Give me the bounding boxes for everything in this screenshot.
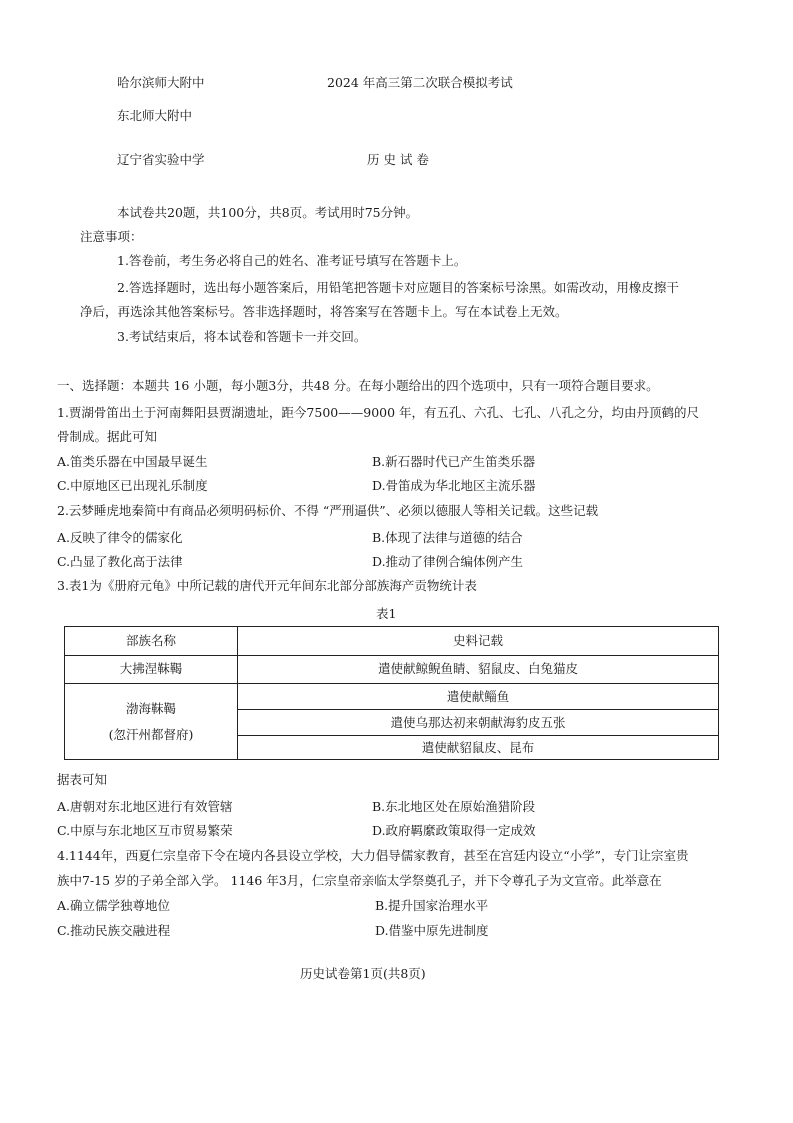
table-cell-record-1: 遣使献鲸鲵鱼睛、貂鼠皮、白兔猫皮 (377, 661, 578, 676)
note-2-line-1: 2.答选择题时，选出每小题答案后，用铅笔把答题卡对应题目的答案标号涂黑。如需改动，用橡皮擦干 (117, 280, 679, 295)
table-row-divider (237, 709, 718, 710)
q4-option-b: B.提升国家治理水平 (375, 898, 489, 913)
table-caption: 表1 (376, 606, 397, 621)
q4-option-d: D.借鉴中原先进制度 (375, 923, 489, 938)
q2-option-b: B.体现了法律与道德的结合 (372, 530, 523, 545)
table-cell-record-2c: 遣使献貂鼠皮、昆布 (421, 740, 535, 755)
q1-option-b: B.新石器时代已产生笛类乐器 (372, 454, 536, 469)
school-name-1: 哈尔滨师大附中 (117, 75, 205, 90)
q1-option-d: D.骨笛成为华北地区主流乐器 (372, 478, 536, 493)
q1-stem-line-2: 骨制成。据此可知 (57, 429, 158, 444)
school-name-2: 东北师大附中 (117, 108, 193, 123)
q3-stem: 3.表1为《册府元龟》中所记载的唐代开元年间东北部分部族海产贡物统计表 (57, 578, 477, 593)
tribute-table (64, 626, 719, 760)
q3-option-c: C.中原与东北地区互市贸易繁荣 (57, 823, 233, 838)
table-cell-tribe-2: 渤海靺鞨 (125, 701, 176, 716)
q1-option-a: A.笛类乐器在中国最早诞生 (57, 454, 208, 469)
q4-option-a: A.确立儒学独尊地位 (57, 898, 171, 913)
q2-option-c: C.凸显了教化高于法律 (57, 554, 183, 569)
note-2-line-2: 净后，再选涂其他答案标号。答非选择题时，将答案写在答题卡上。写在本试卷上无效。 (80, 304, 568, 319)
table-cell-tribe-1: 大拂涅靺鞨 (119, 661, 183, 676)
q4-option-c: C.推动民族交融进程 (57, 923, 171, 938)
note-1: 1.答卷前，考生务必将自己的姓名、准考证号填写在答题卡上。 (117, 253, 467, 268)
table-cell-record-2a: 遣使献鲻鱼 (446, 689, 510, 704)
exam-title: 2024 年高三第二次联合模拟考试 (327, 75, 513, 90)
q2-option-a: A.反映了律令的儒家化 (57, 530, 183, 545)
q4-stem-line-2: 族中7-15 岁的子弟全部入学。 1146 年3月，仁宗皇帝亲临太学祭奠孔子，并下令尊孔子为文宣帝。此举意在 (57, 873, 662, 888)
table-header-record: 史料记载 (452, 633, 503, 648)
q1-stem-line-1: 1.贾湖骨笛出土于河南舞阳县贾湖遗址，距今7500——9000 年，有五孔、六孔、七孔、八孔之分，均由丹顶鹤的尺 (57, 405, 700, 420)
exam-summary: 本试卷共20题，共100分，共8页。考试用时75分钟。 (117, 205, 419, 220)
subject-title: 历 史 试 卷 (367, 152, 429, 167)
q3-lead: 据表可知 (57, 772, 108, 787)
section-title: 一、选择题：本题共 16 小题，每小题3分，共48 分。在每小题给出的四个选项中，只有一项符合题目要求。 (57, 378, 659, 393)
school-name-3: 辽宁省实验中学 (117, 152, 205, 167)
notes-title: 注意事项： (80, 229, 143, 244)
q2-stem: 2.云梦睡虎地秦简中有商品必须明码标价、不得 “严刑逼供”、必须以德服人等相关记载。这些记载 (57, 503, 599, 518)
table-cell-record-2b: 遣使乌那达初来朝献海豹皮五张 (390, 715, 566, 730)
table-row-divider (65, 655, 718, 656)
table-header-tribe: 部族名称 (125, 633, 176, 648)
q4-stem-line-1: 4.1144年，西夏仁宗皇帝下令在境内各县设立学校，大力倡导儒家教育，甚至在宫廷内设立“小学”，专门让宗室贵 (57, 848, 689, 863)
q1-option-c: C.中原地区已出现礼乐制度 (57, 478, 208, 493)
table-row-divider (65, 683, 718, 684)
table-cell-tribe-2-note: (忽汗州都督府) (108, 727, 194, 742)
table-row-divider (237, 735, 718, 736)
page-footer: 历史试卷第1页(共8页) (300, 966, 426, 981)
q3-option-d: D.政府羁縻政策取得一定成效 (372, 823, 536, 838)
note-3: 3.考试结束后，将本试卷和答题卡一并交回。 (117, 329, 367, 344)
q3-option-a: A.唐朝对东北地区进行有效管辖 (57, 799, 233, 814)
q2-option-d: D.推动了律例合编体例产生 (372, 554, 524, 569)
q3-option-b: B.东北地区处在原始渔猎阶段 (372, 799, 536, 814)
